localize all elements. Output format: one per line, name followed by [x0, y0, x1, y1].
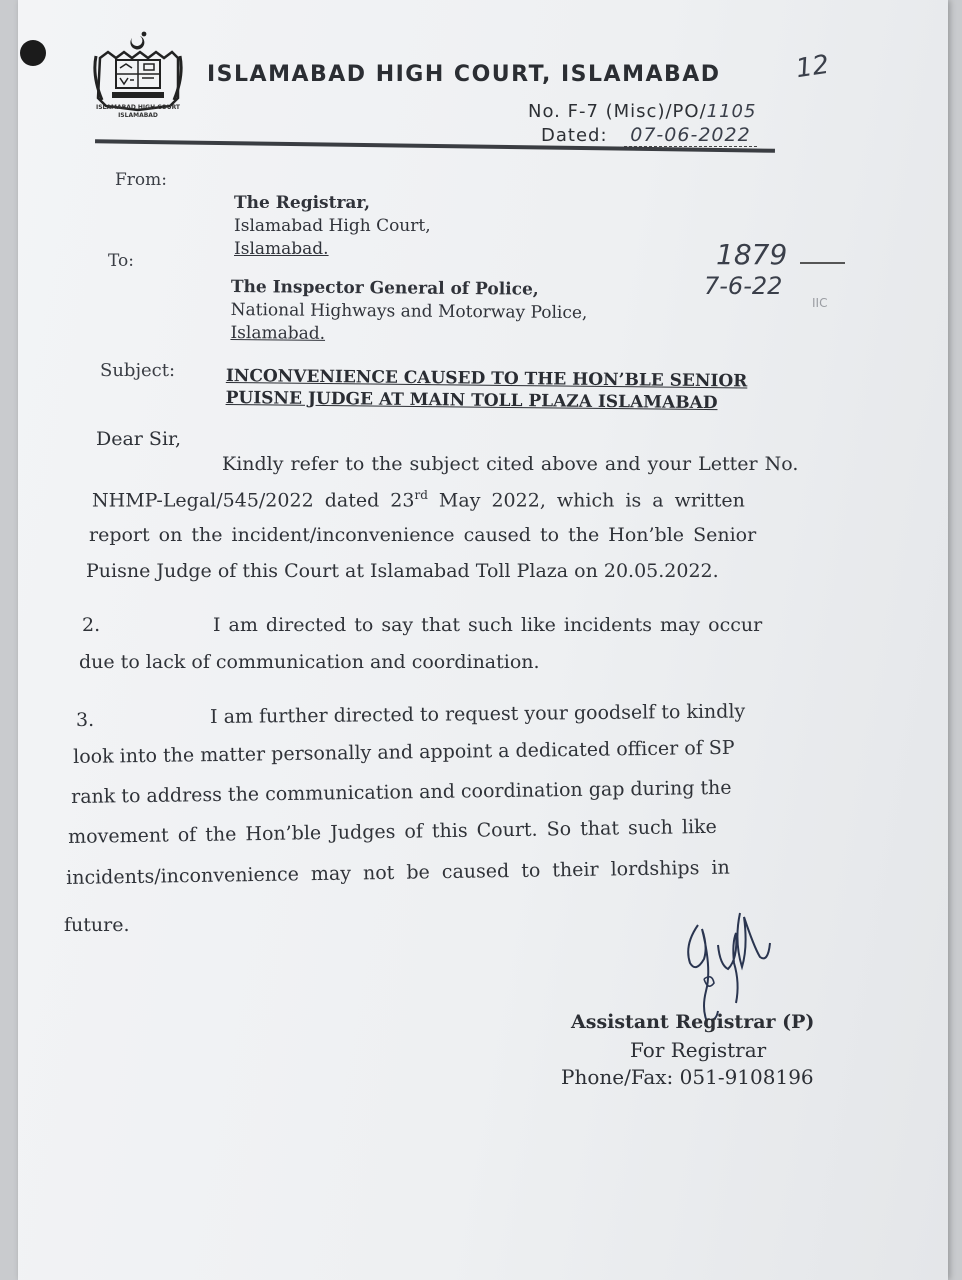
court-seal-logo [90, 28, 186, 112]
to-address [230, 276, 587, 348]
corner-initial-handwritten: 12 [794, 49, 832, 85]
reference-number [528, 101, 756, 122]
seal-caption [78, 104, 198, 120]
dated-line [541, 124, 757, 147]
seal-caption-line-1: ISLAMABAD HIGH COURT [95, 104, 181, 111]
subject-text [226, 365, 748, 414]
p1-l2-part-b: May 2022, which is a written [427, 489, 745, 512]
to-line-2: National Highways and Motorway Police, [230, 299, 588, 324]
paragraph-3-line-5: incidents/inconvenience may not be caused to their lordships in [66, 856, 730, 889]
paragraph-3-line-2: look into the matter personally and appoint a dedicated officer of SP [73, 736, 735, 768]
to-label: To: [108, 251, 134, 271]
paragraph-1-line-4: Puisne Judge of this Court at Islamabad Toll Plaza on 20.05.2022. [86, 560, 719, 582]
p1-l2-part-a: NHMP-Legal/545/2022 dated 23 [92, 489, 415, 512]
from-line-2: Islamabad High Court, [234, 216, 431, 236]
paragraph-2-line-1: I am directed to say that such like incidents may occur [213, 614, 763, 636]
from-address [234, 192, 431, 261]
subject-line-2: PUISNE JUDGE AT MAIN TOLL PLAZA ISLAMABAD [225, 387, 718, 414]
paragraph-2-line-2: due to lack of communication and coordination. [79, 651, 540, 673]
reference-number-handwritten: 1105 [706, 101, 757, 122]
for-registrar-line: For Registrar [630, 1038, 767, 1062]
dated-label: Dated: [541, 125, 608, 146]
paragraph-1-line-3: report on the incident/inconvenience caused to the Hon’ble Senior [89, 524, 757, 546]
subject-line-1: INCONVENIENCE CAUSED TO THE HON’BLE SENIOR [225, 365, 748, 392]
receipt-underline [800, 262, 845, 264]
paragraph-2-number: 2. [82, 614, 101, 636]
salutation: Dear Sir, [96, 428, 182, 450]
to-line-1: The Inspector General of Police, [230, 276, 539, 300]
from-label: From: [115, 170, 168, 190]
to-line-3: Islamabad. [230, 322, 326, 344]
receipt-date-handwritten: 7-6-22 [704, 272, 783, 300]
seal-caption-line-2: ISLAMABAD [118, 112, 158, 119]
faded-stamp-text: IIC [812, 296, 828, 310]
paragraph-3-number: 3. [76, 709, 95, 731]
receipt-number-handwritten: 1879 [716, 238, 788, 271]
signatory-title: Assistant Registrar (P) [571, 1011, 815, 1033]
paragraph-1-line-2 [92, 488, 745, 511]
phone-fax-line: Phone/Fax: 051-9108196 [561, 1065, 814, 1089]
court-name-heading: ISLAMABAD HIGH COURT, ISLAMABAD [207, 62, 721, 87]
reference-number-printed: No. F-7 (Misc)/PO/ [528, 101, 707, 122]
paragraph-3-line-1: I am further directed to request your goodself to kindly [210, 700, 746, 728]
subject-label: Subject: [100, 360, 176, 381]
p1-l2-superscript: rd [414, 488, 428, 502]
ink-blot [20, 40, 46, 66]
paragraph-3-line-6: future. [64, 914, 130, 936]
paragraph-3-line-4: movement of the Hon’ble Judges of this Court. So that such like [68, 815, 718, 848]
dated-value-handwritten: 07-06-2022 [624, 124, 756, 147]
handwritten-signature [668, 905, 783, 1020]
paragraph-1-line-1: Kindly refer to the subject cited above and your Letter No. [222, 453, 799, 475]
from-line-1: The Registrar, [234, 193, 371, 213]
from-line-3: Islamabad. [234, 239, 329, 259]
paragraph-3-line-3: rank to address the communication and coordination gap during the [71, 776, 732, 808]
